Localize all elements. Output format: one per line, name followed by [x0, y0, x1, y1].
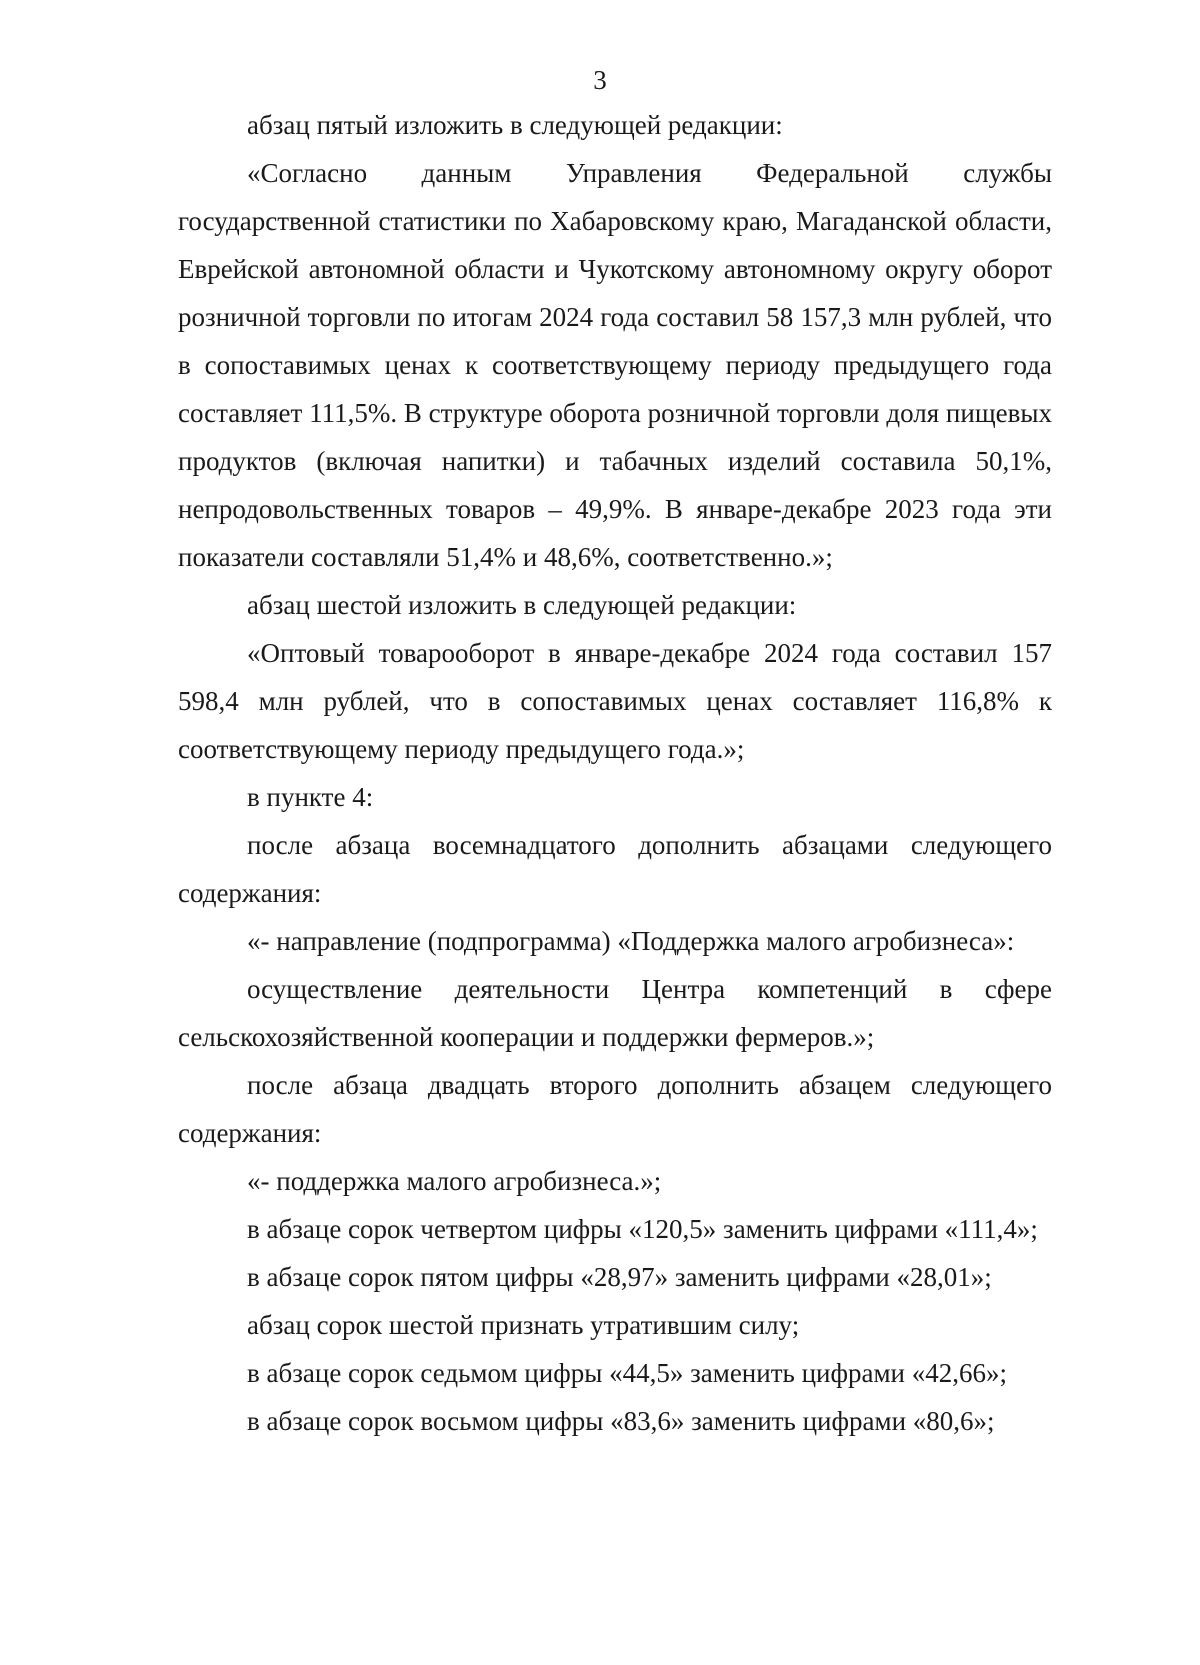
- paragraph-4: «Оптовый товарооборот в январе-декабре 2024 года составил 157 598,4 млн рублей, что в сопоставимых ценах составляет 116,8% к соответствующему периоду предыдущего года.»;: [178, 638, 1052, 764]
- paragraph-7: «- направление (подпрограмма) «Поддержка малого агробизнеса»:: [247, 926, 1015, 956]
- paragraph-8: осуществление деятельности Центра компетенций в сфере сельскохозяйственной кооперации и поддержки фермеров.»;: [178, 974, 1052, 1052]
- paragraph-12: в абзаце сорок пятом цифры «28,97» заменить цифрами «28,01»;: [247, 1262, 992, 1292]
- paragraph-15: в абзаце сорок восьмом цифры «83,6» заменить цифрами «80,6»;: [247, 1406, 995, 1436]
- page-number: 3: [593, 65, 607, 95]
- paragraph-10: «- поддержка малого агробизнеса.»;: [247, 1166, 662, 1196]
- paragraph-14: в абзаце сорок седьмом цифры «44,5» заменить цифрами «42,66»;: [247, 1358, 1007, 1388]
- paragraph-2: «Согласно данным Управления Федеральной службы государственной статистики по Хабаровскому краю, Магаданской области, Еврейской автономной области и Чукотскому автономному округу оборот розничной торговли по итогам 2024 года составил 58 157,3 млн рублей, что в сопоставимых ценах к соответствующему периоду предыдущего года составляет 111,5%. В структуре оборота розничной торговли доля пищевых продуктов (включая напитки) и табачных изделий составила 50,1%, непродовольственных товаров – 49,9%. В январе-декабре 2023 года эти показатели составляли 51,4% и 48,6%, соответственно.»;: [178, 158, 1052, 572]
- paragraph-9: после абзаца двадцать второго дополнить абзацем следующего содержания:: [178, 1070, 1052, 1148]
- paragraph-13: абзац сорок шестой признать утратившим силу;: [247, 1310, 800, 1340]
- document-body: [178, 101, 1052, 1445]
- paragraph-5: в пункте 4:: [247, 782, 374, 812]
- paragraph-6: после абзаца восемнадцатого дополнить абзацами следующего содержания:: [178, 830, 1052, 908]
- paragraph-3: абзац шестой изложить в следующей редакции:: [247, 590, 797, 620]
- paragraph-11: в абзаце сорок четвертом цифры «120,5» заменить цифрами «111,4»;: [247, 1214, 1038, 1244]
- paragraph-1: абзац пятый изложить в следующей редакции:: [247, 110, 783, 140]
